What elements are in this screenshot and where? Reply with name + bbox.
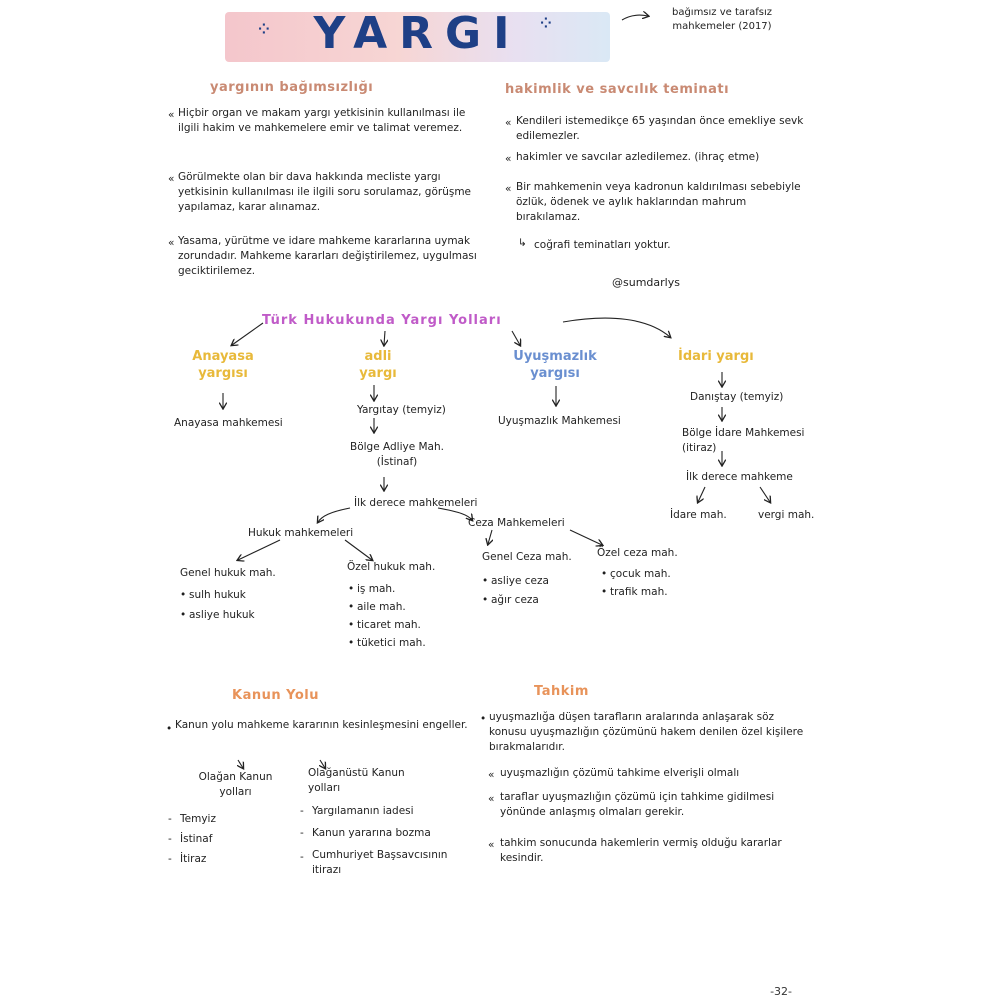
tahkim-item-1: uyuşmazlığın çözümü tahkime elverişli olmalı: [500, 767, 740, 779]
olagan-label: Olağan Kanun yolları: [198, 771, 273, 798]
uyusmazlik-heading: Uyuşmazlık yargısı: [513, 349, 597, 381]
ozel-hukuk: Özel hukuk mah.: [347, 561, 436, 573]
list-item: -: [300, 827, 304, 839]
title-dots-left: ⁘: [258, 22, 270, 38]
independence-heading: yargının bağımsızlığı: [210, 80, 374, 95]
list-item: -: [168, 813, 172, 825]
list-item: •: [348, 637, 355, 649]
list-item: -: [168, 853, 172, 865]
list-item: •: [348, 619, 355, 631]
bolge-idare: Bölge İdare Mahkemesi (itiraz): [682, 427, 805, 454]
guarantee-heading: hakimlik ve savcılık teminatı: [505, 82, 730, 97]
list-item: •: [180, 589, 187, 601]
ozel-ceza-item-1: çocuk mah.: [610, 568, 671, 580]
hukuk-mahkemeleri: Hukuk mahkemeleri: [248, 527, 354, 539]
ozel-ceza: Özel ceza mah.: [597, 547, 678, 559]
idare-mah: İdare mah.: [670, 509, 727, 521]
page-number: -32-: [770, 985, 792, 998]
yargitay: Yargıtay (temyiz): [357, 404, 446, 416]
independence-item-1: Hiçbir organ ve makam yargı yetkisinin kullanılması ile ilgili hakim ve mahkemelere emir ve talimat veremez.: [178, 107, 466, 134]
olaganustu-item-3: Cumhuriyet Başsavcısının itirazı: [312, 849, 448, 876]
olagan-item-1: Temyiz: [180, 813, 216, 825]
bullet-mark: «: [168, 173, 175, 185]
list-item: •: [482, 594, 489, 606]
tahkim-item-2: taraflar uyuşmazlığın çözümü için tahkime gidilmesi yönünde anlaşmış olmaları gerekir.: [500, 791, 775, 818]
olagan-item-3: İtiraz: [180, 853, 207, 865]
olagan-item-2: İstinaf: [180, 833, 213, 845]
guarantee-item-2: hakimler ve savcılar azledilemez. (ihraç etme): [516, 151, 760, 163]
ceza-mahkemeleri: Ceza Mahkemeleri: [468, 517, 565, 529]
anayasa-court: Anayasa mahkemesi: [174, 417, 283, 429]
ilk-derece-idari: İlk derece mahkeme: [686, 471, 793, 483]
adli-heading: adli yargı: [359, 349, 397, 381]
danistay: Danıştay (temyiz): [690, 391, 784, 403]
genel-ceza-item-1: asliye ceza: [491, 575, 549, 587]
bullet-mark: «: [488, 839, 495, 851]
list-item: •: [601, 568, 608, 580]
ozel-hukuk-item-1: iş mah.: [357, 583, 396, 595]
bullet-mark: «: [505, 153, 512, 165]
guarantee-item-3: Bir mahkemenin veya kadronun kaldırılması sebebiyle özlük, ödenek ve aylık haklarından mahrum bırakılamaz.: [516, 181, 801, 223]
ozel-ceza-item-2: trafik mah.: [610, 586, 668, 598]
kanun-yolu-intro: Kanun yolu mahkeme kararının kesinleşmesini engeller.: [175, 719, 468, 731]
idari-heading: İdari yargı: [678, 349, 754, 364]
list-item: -: [168, 833, 172, 845]
list-item: •: [348, 601, 355, 613]
tahkim-intro: uyuşmazlığa düşen tarafların aralarında anlaşarak söz konusu uyuşmazlığın çözümünü hakem denilen özel kişilere bırakmalarıdır.: [489, 711, 804, 753]
bullet-mark: «: [505, 117, 512, 129]
genel-hukuk-item-2: asliye hukuk: [189, 609, 255, 621]
bullet-mark: «: [505, 183, 512, 195]
bolge-adliye: Bölge Adliye Mah. (İstinaf): [349, 441, 444, 468]
list-item: -: [300, 851, 304, 863]
olaganustu-item-1: Yargılamanın iadesi: [312, 805, 414, 817]
kanun-yolu-heading: Kanun Yolu: [232, 688, 319, 703]
credit: @sumdarlys: [612, 276, 680, 289]
list-item: •: [348, 583, 355, 595]
uyusmazlik-court: Uyuşmazlık Mahkemesi: [498, 415, 621, 427]
tree-root: Türk Hukukunda Yargı Yolları: [262, 313, 502, 328]
ilk-derece-adli: İlk derece mahkemeleri: [354, 497, 478, 509]
ozel-hukuk-item-2: aile mah.: [357, 601, 406, 613]
genel-ceza-item-2: ağır ceza: [491, 594, 539, 606]
guarantee-item-4: coğrafi teminatları yoktur.: [534, 239, 671, 251]
page-title: YARGI: [313, 8, 522, 59]
title-note: bağımsız ve tarafsız mahkemeler (2017): [671, 7, 773, 32]
bullet-mark: «: [488, 769, 495, 781]
independence-item-3: Yasama, yürütme ve idare mahkeme kararlarına uymak zorundadır. Mahkeme kararları değiştirilemez, uygulması geciktirilemez.: [178, 235, 477, 277]
curved-arrow-icon: ↳: [518, 237, 527, 249]
tahkim-heading: Tahkim: [534, 684, 589, 699]
title-dots-right: ⁘: [540, 16, 552, 32]
bullet-mark: «: [488, 793, 495, 805]
bullet-mark: «: [168, 237, 175, 249]
list-item: -: [300, 805, 304, 817]
list-item: •: [482, 575, 489, 587]
bullet-mark: «: [168, 109, 175, 121]
list-item: •: [480, 713, 487, 725]
olaganustu-label: Olağanüstü Kanun yolları: [308, 767, 405, 794]
ozel-hukuk-item-4: tüketici mah.: [357, 637, 426, 649]
genel-hukuk: Genel hukuk mah.: [180, 567, 276, 579]
ozel-hukuk-item-3: ticaret mah.: [357, 619, 421, 631]
list-item: •: [601, 586, 608, 598]
genel-hukuk-item-1: sulh hukuk: [189, 589, 246, 601]
list-item: •: [166, 723, 173, 735]
olaganustu-item-2: Kanun yararına bozma: [312, 827, 431, 839]
guarantee-item-1: Kendileri istemedikçe 65 yaşından önce emekliye sevk edilemezler.: [516, 115, 804, 142]
vergi-mah: vergi mah.: [758, 509, 815, 521]
anayasa-heading: Anayasa yargısı: [192, 349, 254, 381]
tahkim-item-3: tahkim sonucunda hakemlerin vermiş olduğu kararlar kesindir.: [500, 837, 782, 864]
independence-item-2: Görülmekte olan bir dava hakkında mecliste yargı yetkisinin kullanılması ile ilgili soru sorulamaz, görüşme yapılamaz, karar alınamaz.: [178, 171, 472, 213]
list-item: •: [180, 609, 187, 621]
genel-ceza: Genel Ceza mah.: [482, 551, 572, 563]
